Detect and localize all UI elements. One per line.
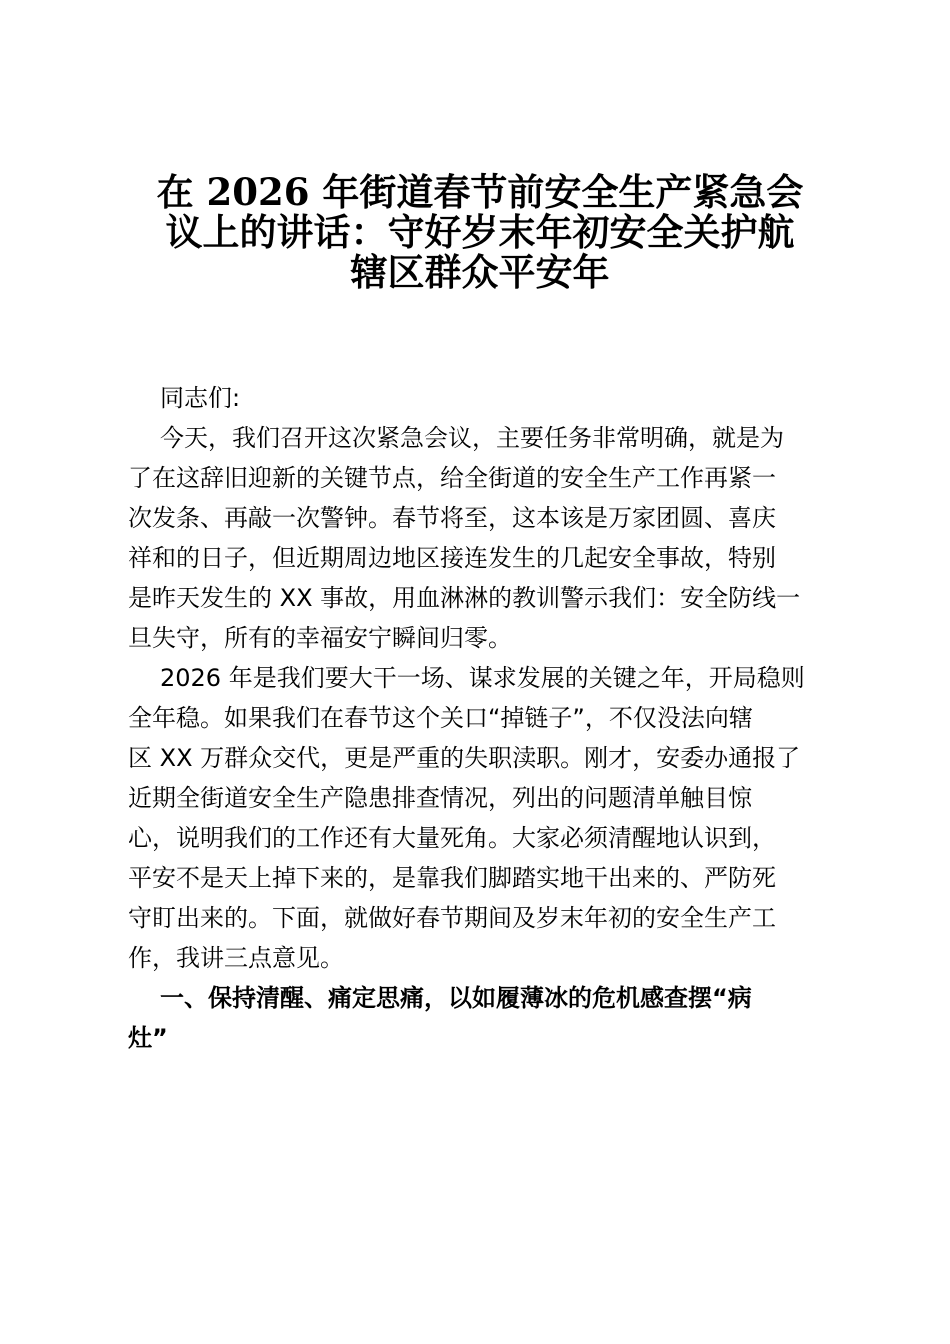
document-body <box>128 378 828 1058</box>
paragraph-2 <box>128 658 828 978</box>
paragraph-line: 了在这辞旧迎新的关键节点，给全街道的安全生产工作再紧一 <box>128 464 776 492</box>
section-heading-1 <box>128 978 828 1058</box>
paragraph-line: 平安不是天上掉下来的，是靠我们脚踏实地干出来的、严防死 <box>128 864 776 892</box>
paragraph-line: 心，说明我们的工作还有大量死角。大家必须清醒地认识到， <box>128 824 776 852</box>
paragraph-line: 祥和的日子，但近期周边地区接连发生的几起安全事故，特别 <box>128 544 776 572</box>
document-title <box>120 166 840 294</box>
title-line: 辖区群众平安年 <box>350 250 610 294</box>
paragraph-line: 旦失守，所有的幸福安宁瞬间归零。 <box>128 624 512 652</box>
paragraph-line: 作，我讲三点意见。 <box>128 944 344 972</box>
paragraph-line: 全年稳。如果我们在春节这个关口“掉链子”，不仅没法向辖 <box>128 704 753 732</box>
paragraph-line: 近期全街道安全生产隐患排查情况，列出的问题清单触目惊 <box>128 784 752 812</box>
title-line: 议上的讲话：守好岁末年初安全关护航 <box>165 210 795 254</box>
paragraph-line: 是昨天发生的 XX 事故，用血淋淋的教训警示我们：安全防线一 <box>128 584 801 612</box>
paragraph-1 <box>128 418 828 658</box>
paragraph-line: 2026 年是我们要大干一场、谋求发展的关键之年，开局稳则 <box>160 664 805 692</box>
heading-line: 灶” <box>128 1024 168 1052</box>
paragraph-line: 区 XX 万群众交代，更是严重的失职渎职。刚才，安委办通报了 <box>128 744 801 772</box>
paragraph-line: 今天，我们召开这次紧急会议，主要任务非常明确，就是为 <box>160 424 784 452</box>
paragraph-line: 次发条、再敲一次警钟。春节将至，这本该是万家团圆、喜庆 <box>128 504 776 532</box>
heading-line: 一、保持清醒、痛定思痛，以如履薄冰的危机感查摆“病 <box>160 984 752 1012</box>
paragraph-line: 守盯出来的。下面，就做好春节期间及岁末年初的安全生产工 <box>128 904 776 932</box>
title-line: 在 2026 年街道春节前安全生产紧急会 <box>156 170 804 214</box>
salutation: 同志们: <box>160 384 241 412</box>
